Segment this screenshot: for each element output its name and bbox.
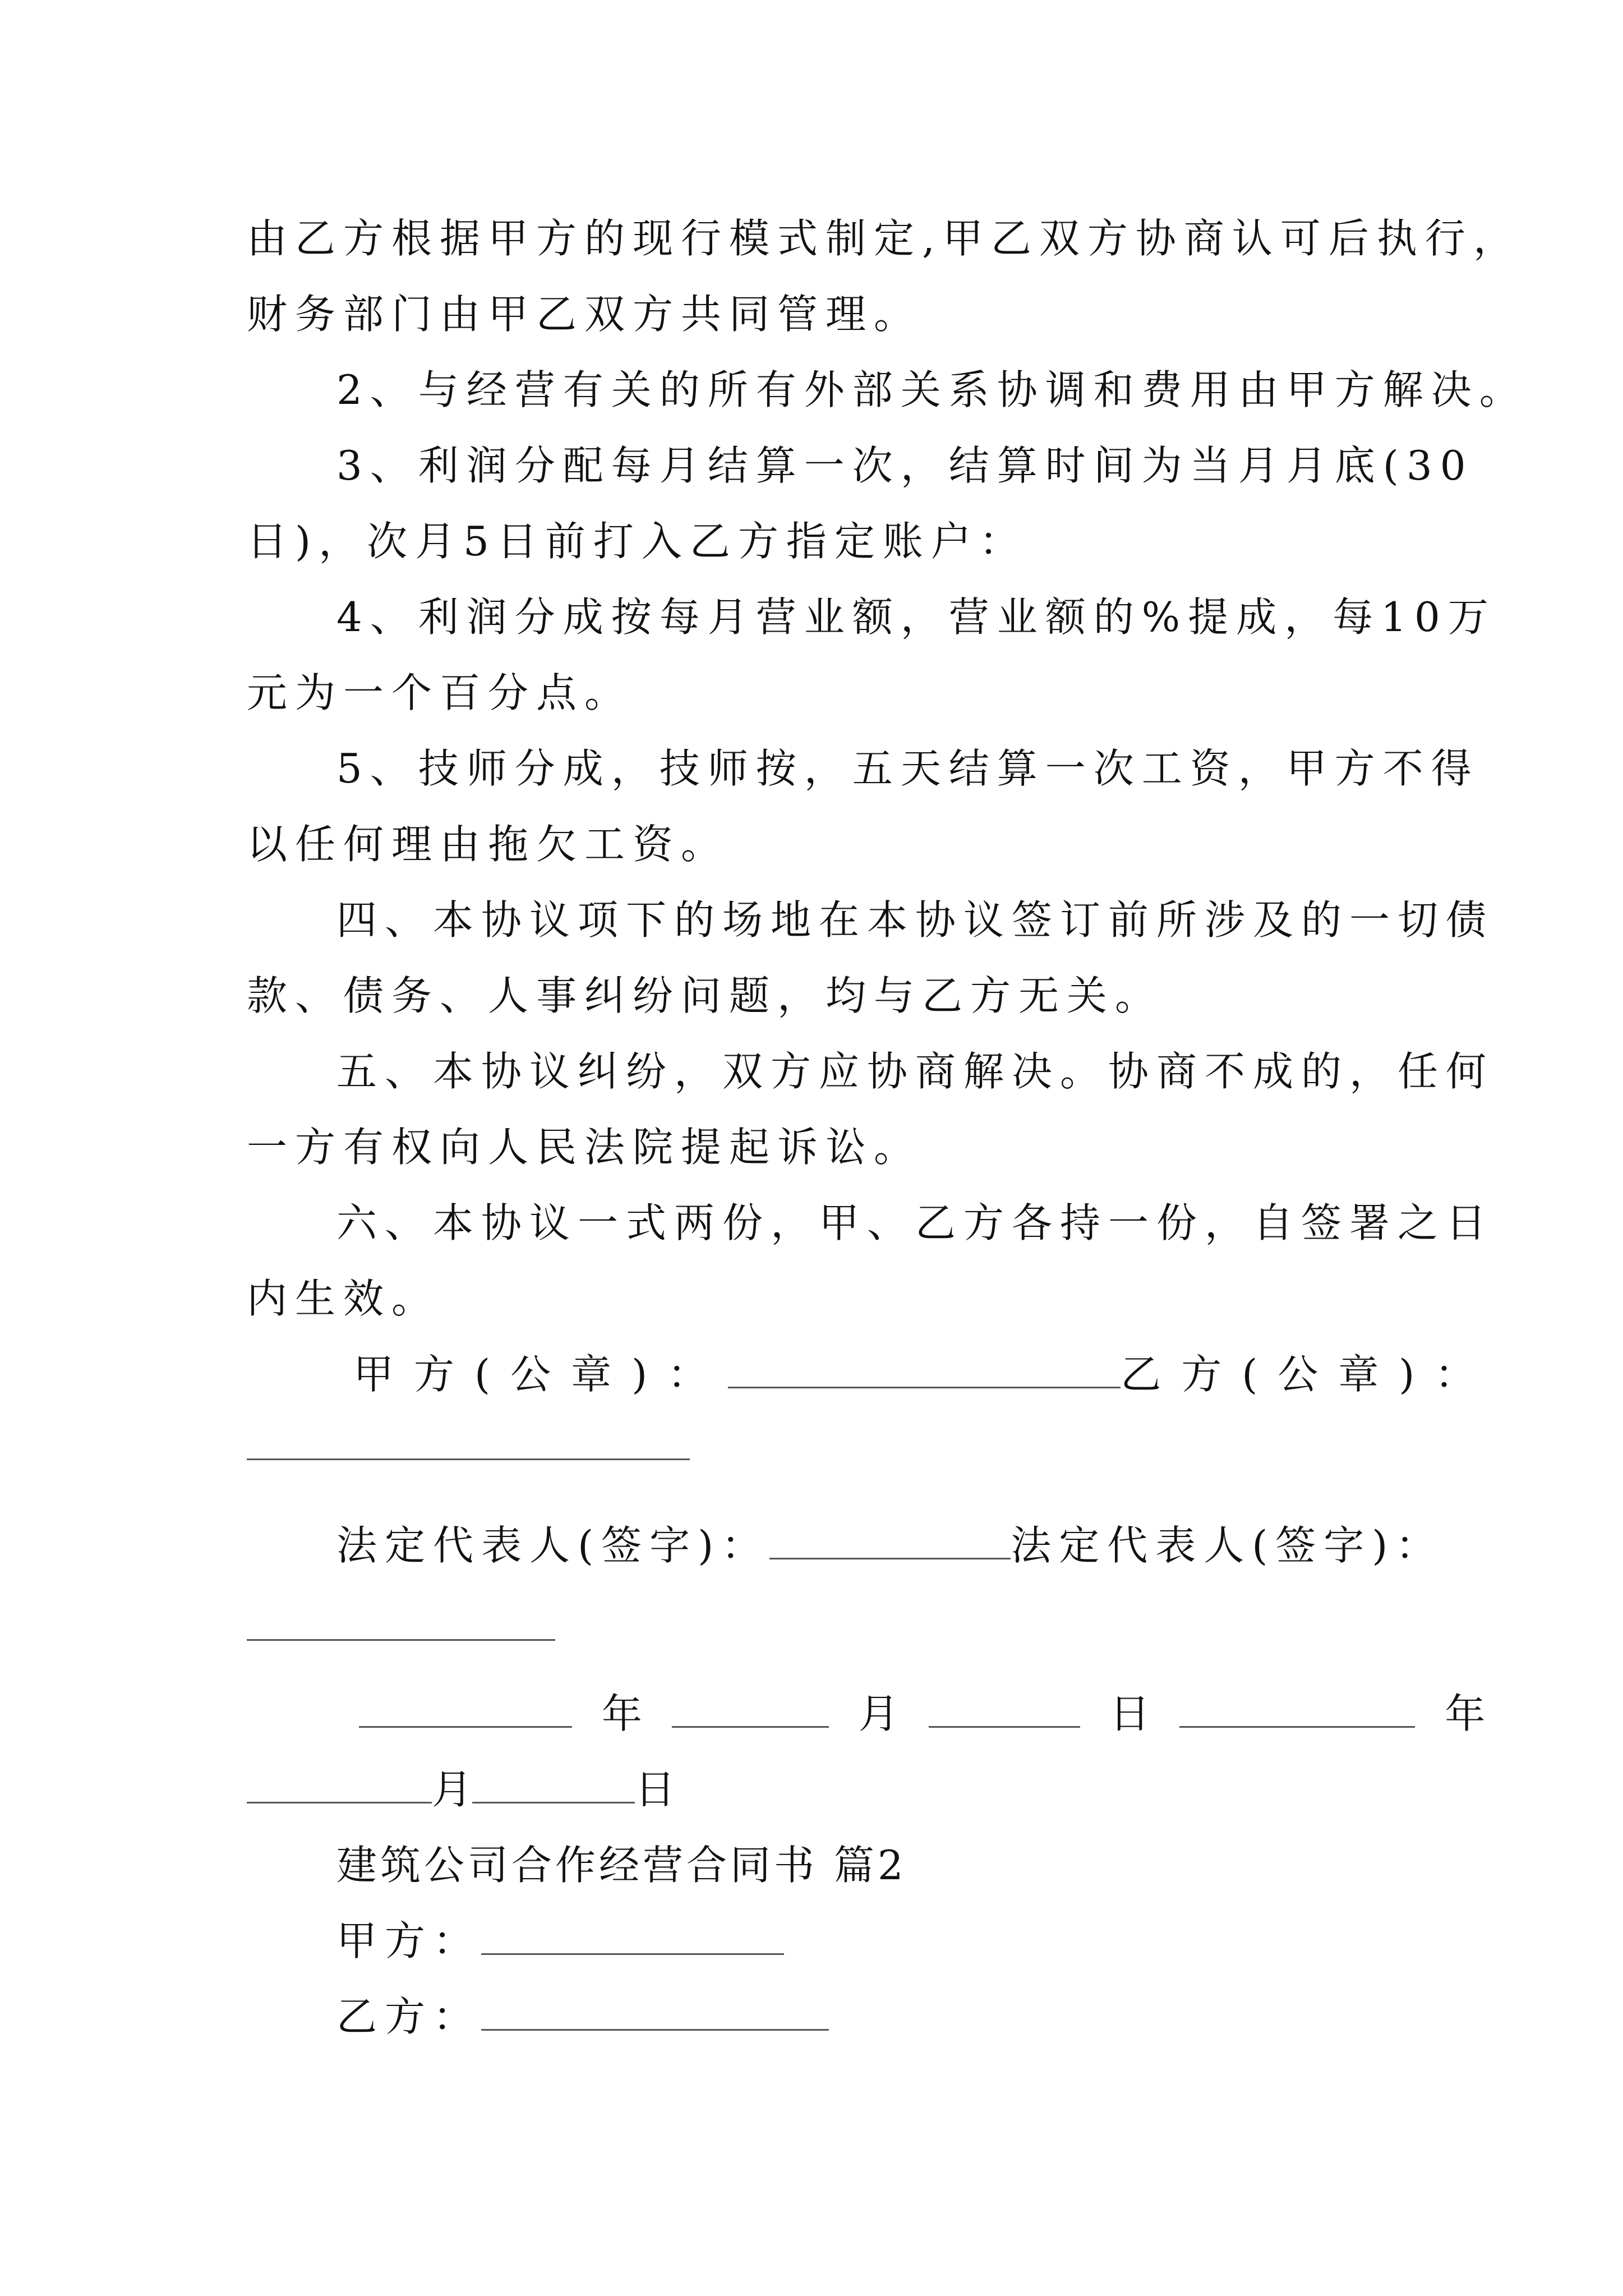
party-b-line xyxy=(336,1989,1514,2045)
month-a-label: 月 xyxy=(858,1690,899,1737)
month-b-blank xyxy=(247,1768,432,1803)
section-title: 建筑公司合作经营合同书 篇2 xyxy=(336,1842,907,1889)
day-b-label: 日 xyxy=(635,1766,676,1813)
day-a-label: 日 xyxy=(1109,1690,1150,1737)
month-b-label: 月 xyxy=(432,1766,473,1813)
party-b-label: 乙方： xyxy=(336,1993,482,2040)
rep-b-label: 法定代表人(签字)： xyxy=(1011,1522,1444,1569)
paragraph-line: 四、本协议项下的场地在本协议签订前所涉及的一切债 xyxy=(336,896,1495,944)
party-a-seal-blank xyxy=(728,1353,1121,1388)
paragraph-line: 一方有权向人民法院提起诉讼。 xyxy=(247,1124,923,1171)
party-a-blank xyxy=(481,1920,784,1955)
paragraph-line: 内生效。 xyxy=(247,1275,440,1322)
year-b-blank xyxy=(1179,1692,1415,1728)
paragraph-line: 款、债务、人事纠纷问题，均与乙方无关。 xyxy=(247,972,1164,1019)
paragraph-line: 2、与经营有关的所有外部关系协调和费用由甲方解决。 xyxy=(336,366,1528,413)
rep-a-label: 法定代表人(签字)： xyxy=(336,1522,770,1569)
party-a-seal-label: 甲方(公章)： xyxy=(353,1351,728,1398)
paragraph-line: 以任何理由拖欠工资。 xyxy=(247,821,730,868)
paragraph-line: 5、技师分成，技师按，五天结算一次工资，甲方不得 xyxy=(336,745,1479,792)
paragraph-line: 3、利润分配每月结算一次，结算时间为当月月底(30 xyxy=(336,442,1474,489)
party-b-blank xyxy=(481,1995,829,2031)
paragraph-line: 由乙方根据甲方的现行模式制定,甲乙双方协商认可后执行， xyxy=(247,215,1521,262)
party-a-line xyxy=(336,1913,1514,1969)
year-a-label: 年 xyxy=(601,1690,642,1737)
year-a-blank xyxy=(359,1692,572,1728)
paragraph-line: 4、利润分成按每月营业额，营业额的%提成，每10万 xyxy=(336,593,1496,641)
rep-b-blank xyxy=(247,1639,555,1641)
rep-a-blank xyxy=(769,1524,1011,1559)
party-b-seal-label: 乙方(公章)： xyxy=(1121,1351,1496,1398)
paragraph-line: 元为一个百分点。 xyxy=(247,669,633,716)
seal-line xyxy=(353,1346,1531,1402)
day-b-blank xyxy=(472,1768,635,1803)
day-a-blank xyxy=(929,1692,1080,1728)
paragraph-line: 日)，次月5日前打入乙方指定账户： xyxy=(247,518,1027,565)
date-line xyxy=(359,1686,1537,1742)
paragraph-line: 五、本协议纠纷，双方应协商解决。协商不成的，任何 xyxy=(336,1048,1495,1095)
month-a-blank xyxy=(672,1692,829,1728)
paragraph-line: 财务部门由甲乙双方共同管理。 xyxy=(247,291,923,338)
party-a-label: 甲方： xyxy=(336,1917,482,1964)
year-b-label: 年 xyxy=(1445,1690,1486,1737)
paragraph-line: 六、本协议一式两份，甲、乙方各持一份，自签署之日 xyxy=(336,1199,1495,1246)
date-line-cont xyxy=(247,1761,1424,1818)
representative-line xyxy=(336,1517,1514,1573)
party-b-seal-blank xyxy=(247,1458,690,1460)
